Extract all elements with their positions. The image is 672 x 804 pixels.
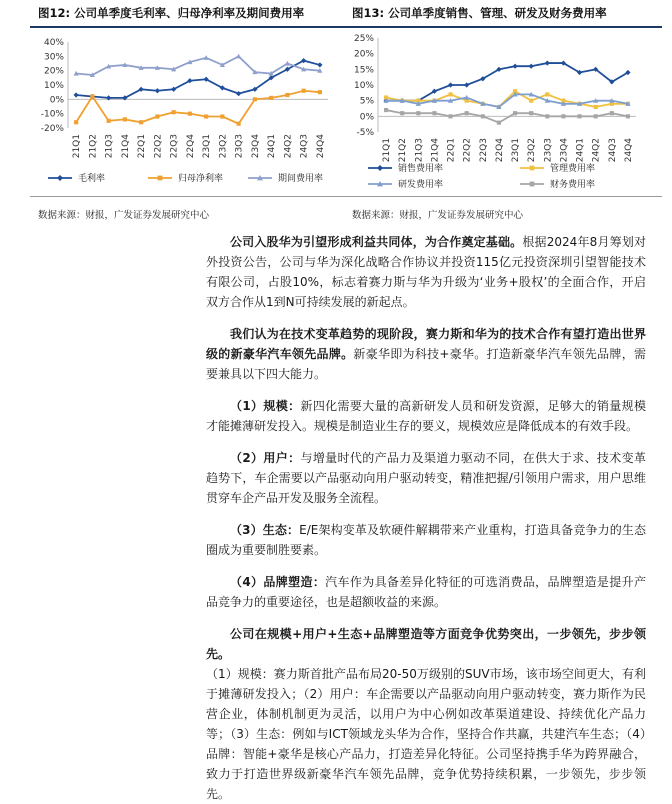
x-tick-label: 21Q3 [104, 134, 115, 159]
figure-12 [30, 0, 348, 220]
x-tick-label: 22Q1 [446, 138, 457, 163]
paragraph-lead: 公司在规模+用户+生态+品牌塑造等方面竞争优势突出，一步领先，步步领先。 [206, 627, 646, 661]
data-point [545, 60, 550, 65]
paragraph-text: 汽车作为具备差异化特征的可选消费品，品牌塑造是提升产品竞争力的重要途径，也是超额收益的来源。 [206, 575, 646, 609]
paragraph-text: 与增量时代的产品力及渠道力驱动不同，在供大于求、技术变革趋势下，车企需要以产品驱动向用户驱动转变，精准把握/引领用户需求，用户思维贯穿车企产品开发及服务全流程。 [206, 451, 646, 505]
data-point [594, 114, 598, 118]
x-tick-label: 24Q2 [591, 138, 602, 163]
x-tick-label: 21Q4 [430, 138, 441, 163]
data-point [236, 91, 241, 96]
legend-label: 毛利率 [78, 174, 106, 184]
data-point [269, 96, 273, 100]
x-tick-label: 22Q1 [137, 134, 148, 159]
data-point [158, 176, 163, 181]
data-point [416, 111, 420, 115]
y-tick-label: 5% [359, 96, 374, 107]
figure-title [30, 0, 348, 28]
legend-label: 销售费用率 [398, 164, 444, 174]
figure-source: 数据来源：财报，广发证券发展研究中心 [352, 210, 524, 221]
data-point [155, 88, 160, 93]
data-point [139, 120, 143, 124]
y-tick-label: -20% [40, 124, 64, 134]
paragraph [206, 624, 646, 804]
x-tick-label: 21Q3 [414, 138, 425, 163]
x-tick-label: 24Q3 [607, 138, 618, 163]
data-point [57, 175, 63, 181]
legend-label: 期间费用率 [278, 174, 324, 184]
x-tick-label: 23Q1 [511, 138, 522, 163]
x-tick-label: 23Q3 [543, 138, 554, 163]
data-point [74, 92, 79, 97]
x-tick-label: 22Q4 [494, 138, 505, 163]
paragraph [206, 396, 646, 436]
data-point [626, 114, 630, 118]
y-tick-label: 10% [43, 81, 64, 91]
data-point [465, 111, 469, 115]
paragraph-lead: （2）用户： [230, 451, 301, 465]
series-期间费用率 [74, 54, 323, 77]
y-tick-label: 0% [359, 112, 374, 123]
data-point [481, 114, 485, 118]
data-point [529, 111, 533, 115]
x-tick-label: 24Q4 [623, 138, 634, 163]
y-tick-label: -5% [356, 128, 374, 138]
paragraph-text: 新豪华即为科技+豪华。打造新豪华汽车领先品牌，需要兼具以下四大能力。 [206, 347, 646, 381]
data-point [513, 111, 517, 115]
y-tick-label: 0% [49, 95, 64, 106]
data-point [155, 114, 159, 118]
figure-label: 图12: [38, 6, 71, 20]
legend-label: 财务费用率 [550, 180, 596, 190]
data-point [464, 82, 469, 87]
paragraph [206, 520, 646, 560]
data-point [107, 119, 111, 123]
x-tick-label: 22Q2 [462, 138, 473, 163]
y-tick-label: 20% [353, 49, 374, 60]
data-point [90, 94, 94, 98]
x-tick-label: 22Q3 [169, 134, 180, 159]
data-point [188, 112, 192, 116]
figure-13 [344, 0, 662, 220]
data-point [432, 111, 436, 115]
x-tick-label: 21Q1 [382, 138, 393, 163]
legend-label: 归母净利率 [178, 174, 224, 184]
data-point [530, 182, 535, 187]
legend-label: 管理费用率 [550, 164, 596, 174]
figure-label: 图13: [352, 6, 385, 20]
data-point [400, 111, 404, 115]
data-point [529, 64, 534, 69]
paragraph-lead: 公司入股华为引望形成利益共同体，为合作奠定基础。 [230, 235, 523, 249]
data-point [220, 114, 224, 118]
x-tick-label: 22Q2 [153, 134, 164, 159]
figure-title-text: 公司单季度毛利率、归母净利率及期间费用率 [74, 6, 305, 20]
x-tick-label: 24Q1 [575, 138, 586, 163]
figure-title-text: 公司单季度销售、管理、研发及财务费用率 [388, 6, 607, 20]
paragraph [206, 448, 646, 508]
x-tick-label: 23Q2 [527, 138, 538, 163]
paragraph-text: 新四化需要大量的高新研发人员和研发资源，足够大的销量规模才能摊薄研发投入。规模是制造业生存的要义，规模效应是降低成本的有效手段。 [206, 399, 646, 433]
figure-title [344, 0, 662, 28]
data-point [236, 54, 241, 59]
paragraph [206, 324, 646, 384]
data-point [610, 111, 614, 115]
figure-divider [344, 196, 662, 197]
paragraph [206, 232, 646, 312]
x-tick-label: 23Q4 [250, 134, 261, 159]
expense-rate-chart [344, 28, 662, 198]
data-point [448, 92, 452, 96]
paragraph-text: E/E架构变革及软硬件解耦带来产业重构，打造具备竞争力的生态圈成为重要制胜要素。 [206, 523, 646, 557]
data-point [377, 165, 383, 171]
data-point [302, 89, 306, 93]
x-tick-label: 22Q4 [185, 134, 196, 159]
y-tick-label: 15% [353, 65, 374, 76]
series-line [386, 63, 628, 101]
data-point [561, 114, 565, 118]
data-point [545, 114, 549, 118]
x-tick-label: 21Q2 [88, 134, 99, 159]
legend [368, 162, 595, 190]
data-point [318, 90, 322, 94]
data-point [545, 92, 549, 96]
y-tick-label: 25% [353, 34, 374, 44]
data-point [285, 93, 289, 97]
data-point [512, 64, 517, 69]
paragraph-lead: 我们认为在技术变革趋势的现阶段，赛力斯和华为的技术合作有望打造出世界级的新豪华汽车领先品牌。 [206, 327, 646, 361]
body-text [206, 232, 646, 804]
series-line [76, 91, 320, 124]
data-point [448, 82, 453, 87]
x-tick-label: 21Q4 [120, 134, 131, 159]
paragraph-lead: （1）规模： [230, 399, 301, 413]
series-归母净利率 [74, 89, 322, 126]
data-point [384, 108, 388, 112]
x-tick-label: 24Q4 [315, 134, 326, 159]
x-tick-label: 24Q2 [283, 134, 294, 159]
data-point [529, 99, 533, 103]
legend-label: 研发费用率 [398, 180, 444, 190]
data-point [317, 62, 322, 67]
data-point [237, 122, 241, 126]
x-tick-label: 23Q2 [218, 134, 229, 159]
margin-rate-chart [30, 28, 348, 198]
figure-source: 数据来源：财报，广发证券发展研究中心 [38, 210, 210, 221]
data-point [497, 121, 501, 125]
data-point [594, 105, 598, 109]
data-point [577, 114, 581, 118]
figure-divider [30, 196, 348, 197]
legend [48, 172, 323, 184]
paragraph [206, 572, 646, 612]
x-tick-label: 24Q1 [267, 134, 278, 159]
data-point [448, 114, 452, 118]
data-point [253, 97, 257, 101]
paragraph-text: （1）规模：赛力斯首批产品布局20-50万级别的SUV市场，该市场空间更大，有利于摊薄研发投入；（2）用户：车企需要以产品驱动向用户驱动转变，赛力斯作为民营企业，体制机制更为灵活，以用户为中心例如改革渠道建设、持续优化产品力等；（3）生态：例如与ICT领域龙头华为合作，坚持合作共赢，共建汽车生态；（4）品牌：智能+豪华是核心产品力，打造差异化特征。公司坚持携手华为跨界融合，致力于打造世界级新豪华汽车领先品牌，竞争优势持续积累，一步领先，步步领先。 [206, 667, 646, 801]
y-tick-label: 10% [353, 81, 374, 91]
data-point [530, 166, 535, 171]
data-point [74, 120, 78, 124]
x-tick-label: 22Q3 [478, 138, 489, 163]
series-销售费用率 [383, 60, 630, 103]
y-tick-label: -10% [40, 109, 64, 120]
x-tick-label: 23Q3 [234, 134, 245, 159]
x-tick-label: 21Q2 [398, 138, 409, 163]
x-tick-label: 23Q4 [559, 138, 570, 163]
x-tick-label: 24Q3 [299, 134, 310, 159]
paragraph-lead: （3）生态： [230, 523, 300, 537]
data-point [204, 114, 208, 118]
data-point [172, 110, 176, 114]
x-tick-label: 23Q1 [202, 134, 213, 159]
x-tick-label: 21Q1 [72, 134, 83, 159]
paragraph-text: 根据2024年8月筹划对外投资公告，公司与华为深化战略合作协议并投资115亿元投资深圳引望智能技术有限公司，占股10%，标志着赛力斯与华为升级为‘业务+股权’的全面合作，开启双方合作从1到N可持续发展的新起点。 [206, 235, 646, 309]
y-tick-label: 20% [43, 66, 64, 77]
data-point [123, 117, 127, 121]
y-tick-label: 30% [43, 52, 64, 63]
paragraph-lead: （4）品牌塑造： [230, 575, 326, 589]
y-tick-label: 40% [43, 38, 64, 48]
